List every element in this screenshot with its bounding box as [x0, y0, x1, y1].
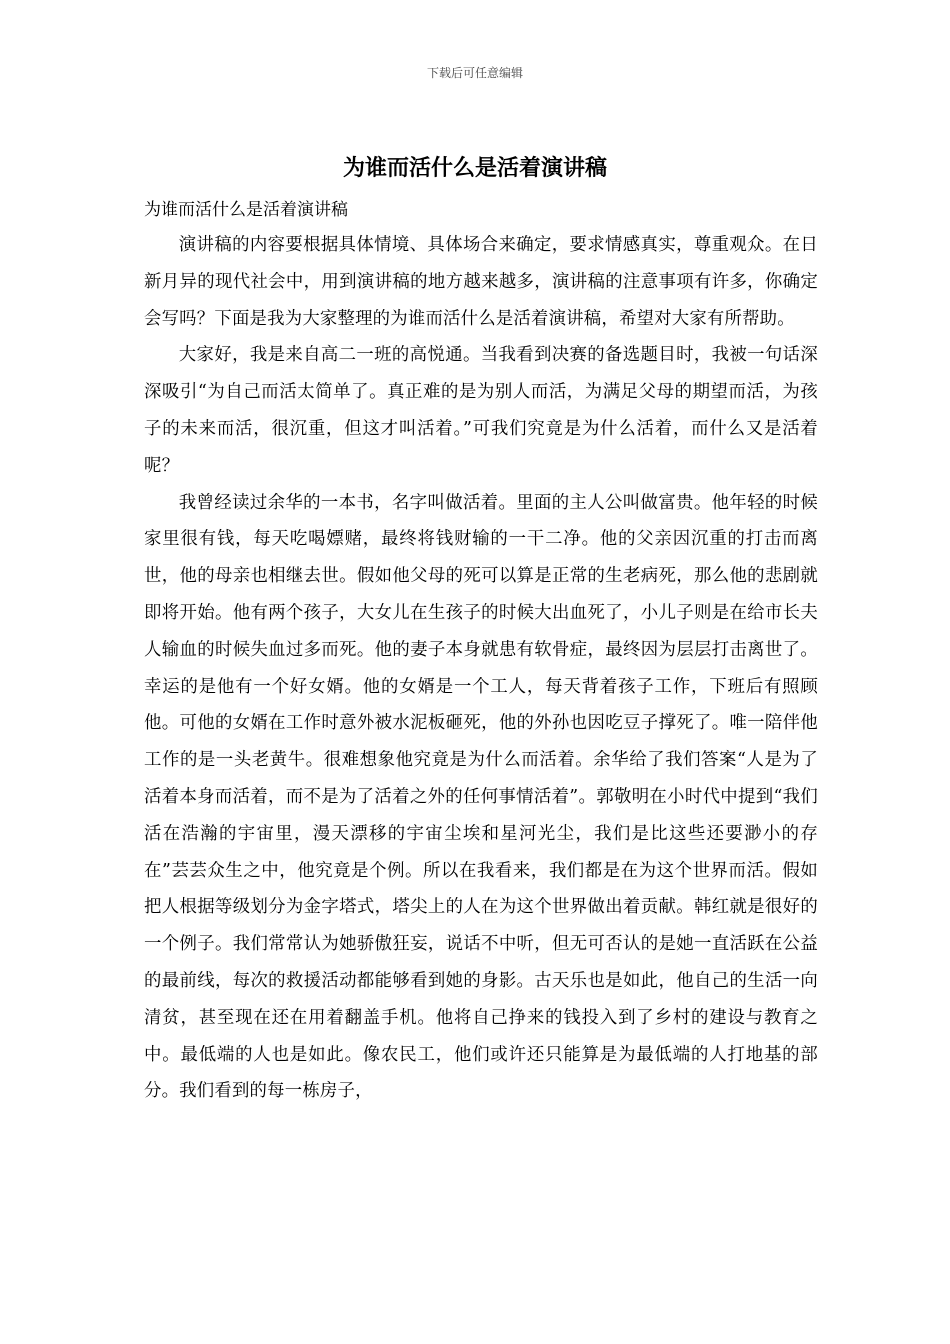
paragraph-main: 我曾经读过余华的一本书，名字叫做活着。里面的主人公叫做富贵。他年轻的时候家里很有钱，每天吃喝嫖赌，最终将钱财输的一干二净。他的父亲因沉重的打击而离世，他的母亲也相继去世。假如他父母的死可以算是正常的生老病死，那么他的悲剧就即将开始。他有两个孩子，大女儿在生孩子的时候大出血死了，小儿子则是在给市长夫人输血的时候失血过多而死。他的妻子本身就患有软骨症，最终因为层层打击离世了。幸运的是他有一个好女婿。他的女婿是一个工人，每天背着孩子工作，下班后有照顾他。可他的女婿在工作时意外被水泥板砸死，他的外孙也因吃豆子撑死了。唯一陪伴他工作的是一头老黄牛。很难想象他究竟是为什么而活着。余华给了我们答案“人是为了活着本身而活着，而不是为了活着之外的任何事情活着”。郭敬明在小时代中提到“我们活在浩瀚的宇宙里，漫天漂移的宇宙尘埃和星河光尘，我们是比这些还要渺小的存在”芸芸众生之中，他究竟是个例。所以在我看来，我们都是在为这个世界而活。假如把人根据等级划分为金字塔式，塔尖上的人在为这个世界做出着贡献。韩红就是很好的一个例子。我们常常认为她骄傲狂妄，说话不中听，但无可否认的是她一直活跃在公益的最前线，每次的救援活动都能够看到她的身影。古天乐也是如此，他自己的生活一向清贫，甚至现在还在用着翻盖手机。他将自己挣来的钱投入到了乡村的建设与教育之中。最低端的人也是如此。像农民工，他们或许还只能算是为最低端的人打地基的部分。我们看到的每一栋房子， [144, 492, 818, 1102]
document-subtitle: 为谁而活什么是活着演讲稿 [144, 200, 348, 220]
document-body [144, 227, 818, 1110]
paragraph-greeting: 大家好，我是来自高二一班的高悦通。当我看到决赛的备选题目时，我被一句话深深吸引“为自己而活太简单了。真正难的是为别人而活，为满足父母的期望而活，为孩子的未来而活，很沉重，但这才叫活着。”可我们究竟是为什么活着，而什么又是活着呢？ [144, 345, 818, 476]
document-title: 为谁而活什么是活着演讲稿 [342, 155, 607, 181]
paragraph-intro: 演讲稿的内容要根据具体情境、具体场合来确定，要求情感真实，尊重观众。在日新月异的现代社会中，用到演讲稿的地方越来越多，演讲稿的注意事项有许多，你确定会写吗？下面是我为大家整理的为谁而活什么是活着演讲稿，希望对大家有所帮助。 [144, 235, 818, 329]
header-note: 下载后可任意编辑 [426, 66, 523, 80]
